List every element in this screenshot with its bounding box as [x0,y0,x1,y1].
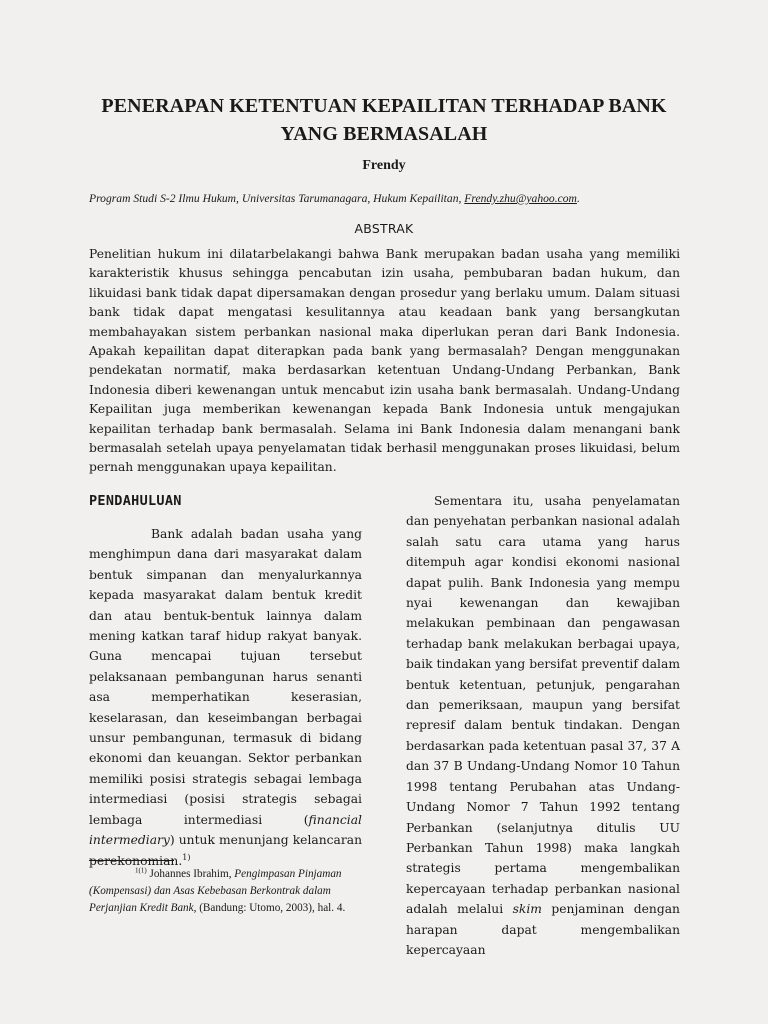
affiliation [89,192,729,205]
paper-title [60,92,708,148]
intro-right-italic: skim [512,902,542,917]
footnote-divider [89,860,174,861]
intro-left-column [89,524,362,871]
title-line-2: YANG BERMASALAH [280,123,488,145]
intro-right-column [406,491,680,960]
section-heading-pendahuluan: PENDAHULUAN [89,493,182,509]
affiliation-end: . [576,192,580,205]
affiliation-text: Program Studi S-2 Ilmu Hukum, Universitas Tarumanagara, Hukum Kepailitan, [89,192,465,205]
footnote-mark: 1(1) [135,866,147,875]
footnote-title: Pengimpasan Pinjaman (Kompensasi) dan Asas Kebebasan Berkontrak dalam Perjanjian Kredit Bank [89,868,342,914]
abstract-text: Penelitian hukum ini dilatarbelakangi bahwa Bank merupakan badan usaha yang memiliki karakteristik khusus sehingga pencabutan izin usaha, pembubaran badan hukum, dan likuidasi bank tidak dapat dipersamakan dengan prosedur yang berlaku umum. Dalam situasi bank tidak dapat mengatasi kesulitannya atau keadaan bank yang bersangkutan membahayakan sistem perbankan nasional maka diperlukan peran dari Bank Indonesia. Apakah kepailitan dapat diterapkan pada bank yang bermasalah? Dengan menggunakan pendekatan normatif, maka berdasarkan ketentuan Undang-Undang Perbankan, Bank Indonesia diberi kewenangan untuk mencabut izin usaha bank bermasalah. Undang-Undang Kepailitan juga memberikan kewenangan kepada Bank Indonesia untuk mengajukan kepailitan terhadap bank bermasalah. Selama ini Bank Indonesia dalam menangani bank bermasalah setelah upaya penyelamatan tidak berhasil menggunakan proses likuidasi, belum pernah menggunakan upaya kepailitan. [89,247,680,475]
intro-left-italic: financial intermediary [89,812,362,848]
intro-right-text-b: penjaminan dengan harapan dapat mengembalikan kepercayaan [406,902,680,957]
intro-left-text-a: Bank adalah badan usaha yang menghimpun dana dari masyarakat dalam bentuk simpanan dan menyalurkannya kepada masyarakat dalam bentuk kredit dan atau bentuk-bentuk lainnya dalam mening katkan taraf hidup rakyat banyak. Guna mencapai tujuan tersebut pelaksanaan pembangunan harus senanti asa memperhatikan keserasian, keselarasan, dan keseimbangan berbagai unsur pembangunan, termasuk di bidang ekonomi dan keuangan. Sektor perbankan memiliki posisi strategis sebagai lembaga intermediasi (posisi strategis sebagai lembaga intermediasi ( [89,527,362,827]
author-name: Frendy [362,158,406,173]
footnote-author: Johannes Ibrahim, [146,868,235,880]
footnote-mark-wrap [89,868,147,880]
title-line-1: PENERAPAN KETENTUAN KEPAILITAN TERHADAP BANK [101,95,667,117]
footnote-1 [89,866,351,917]
footnote-ref-1[interactable]: 1) [182,852,191,862]
intro-left-text-b: ) untuk menunjang kelancaran perekonomian. [89,833,362,868]
abstract-heading: ABSTRAK [354,221,414,236]
footnote-rest: , (Bandung: Utomo, 2003), hal. 4. [193,902,346,914]
author-email-link[interactable]: Frendy.zhu@yahoo.com [464,192,577,205]
intro-right-text-a: Sementara itu, usaha penyelamatan dan penyehatan perbankan nasional adalah salah satu cara utama yang harus ditempuh agar kondisi ekonomi nasional dapat pulih. Bank Indonesia yang mempu nyai kewenangan dan kewajiban melakukan pembinaan dan pengawasan terhadap bank melakukan berbagai upaya, baik tindakan yang bersifat preventif dalam bentuk ketentuan, petunjuk, pengarahan dan pemeriksaan, maupun yang bersifat represif dalam bentuk tindakan. Dengan berdasarkan pada ketentuan pasal 37, 37 A dan 37 B Undang-Undang Nomor 10 Tahun 1998 tentang Perubahan atas Undang-Undang Nomor 7 Tahun 1992 tentang Perbankan (selanjutnya ditulis UU Perbankan Tahun 1998) maka langkah strategis pertama mengembalikan kepercayaan terhadap perbankan nasional adalah melalui [406,494,680,917]
